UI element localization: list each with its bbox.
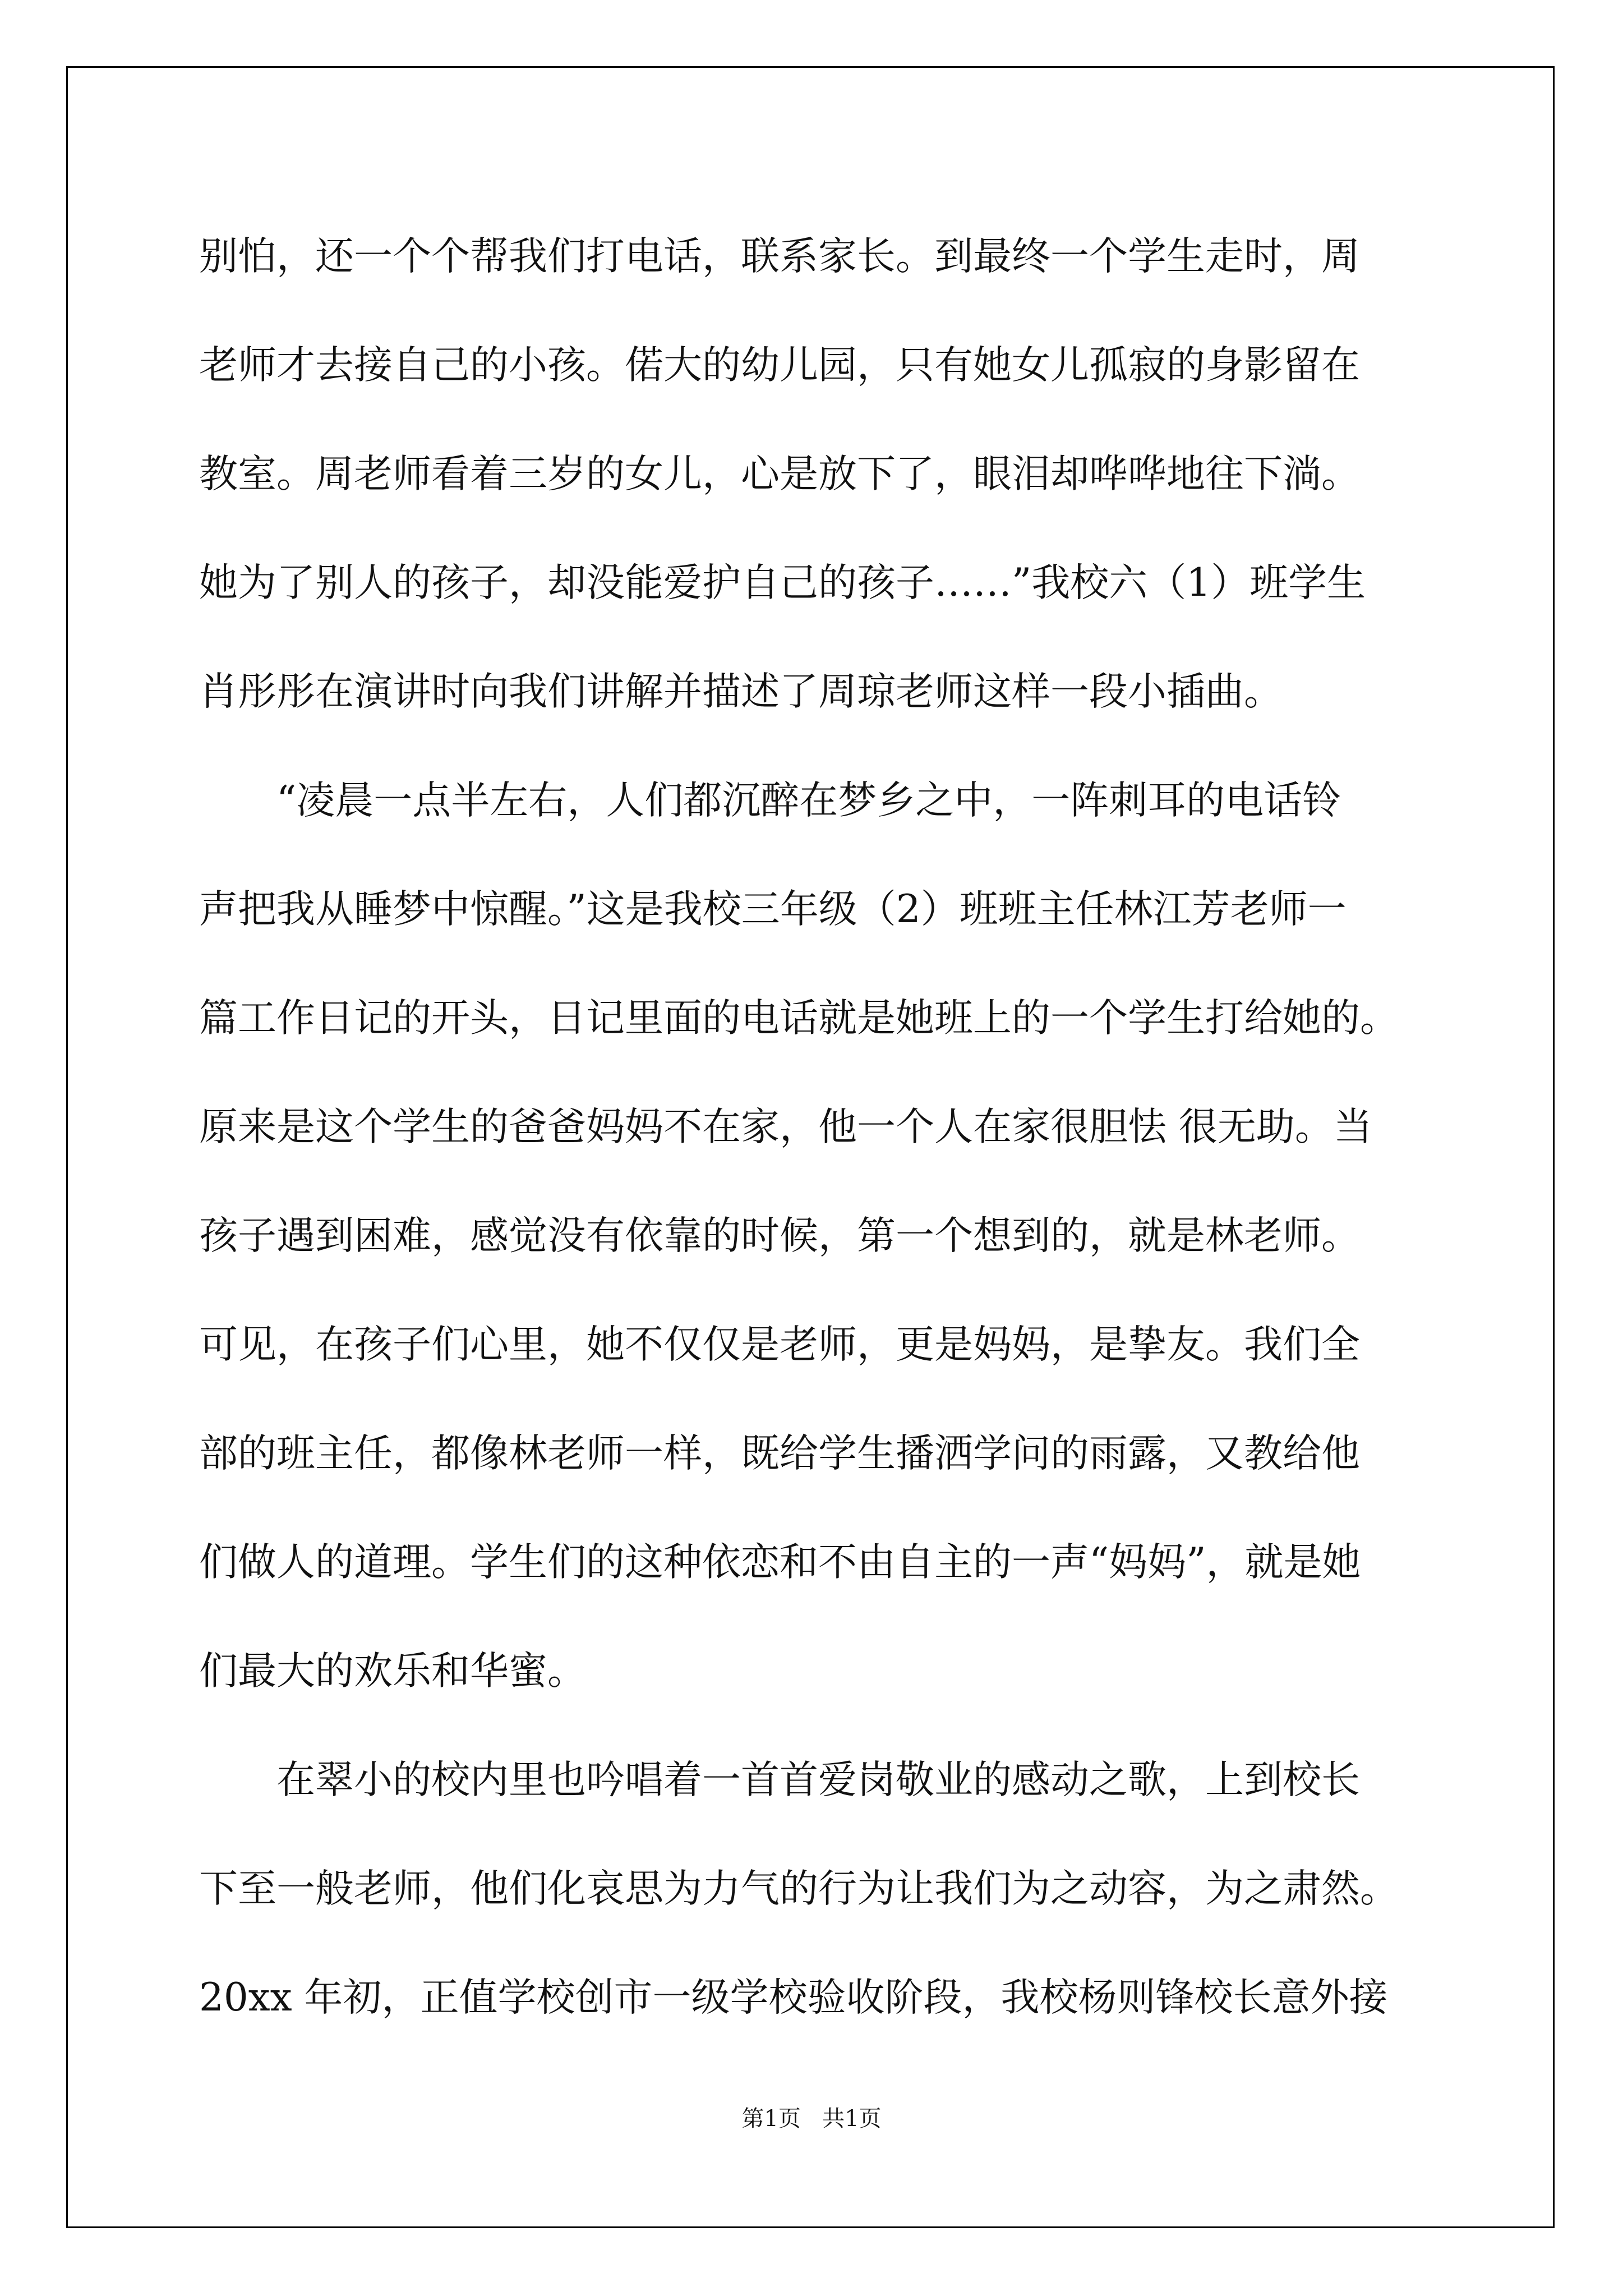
paragraph-1-line: 教室。周老师看着三岁的女儿，心是放下了，眼泪却哗哗地往下淌。 <box>199 452 1360 496</box>
page-footer <box>0 2101 1623 2133</box>
paragraph-1-line: 别怕，还一个个帮我们打电话，联系家长。到最终一个学生走时，周 <box>199 234 1360 279</box>
paragraph-3-line: 在翠小的校内里也吟唱着一首首爱岗敬业的感动之歌，上到校长 <box>276 1757 1360 1802</box>
paragraph-1-line: 她为了别人的孩子，却没能爱护自己的孩子……”我校六（1）班学生 <box>199 560 1366 605</box>
paragraph-2-line: 孩子遇到困难，感觉没有依靠的时候，第一个想到的，就是林老师。 <box>199 1213 1360 1258</box>
paragraph-1-line: 老师才去接自己的小孩。偌大的幼儿园，只有她女儿孤寂的身影留在 <box>199 343 1360 388</box>
paragraph-2-line: 可见，在孩子们心里，她不仅仅是老师，更是妈妈，是挚友。我们全 <box>199 1322 1360 1367</box>
paragraph-2-line: 篇工作日记的开头，日记里面的电话就是她班上的一个学生打给她的。 <box>199 996 1399 1041</box>
paragraph-2-line: 原来是这个学生的爸爸妈妈不在家，他一个人在家很胆怯 很无助。当 <box>199 1105 1372 1149</box>
page-total: 共1页 <box>822 2106 882 2132</box>
paragraph-3-line: 20xx 年初，正值学校创市一级学校验收阶段，我校杨则锋校长意外接 <box>199 1975 1388 2020</box>
paragraph-2-line: 声把我从睡梦中惊醒。”这是我校三年级（2）班班主任林江芳老师一 <box>199 887 1347 932</box>
document-body <box>199 202 1436 2052</box>
paragraph-3-line: 下至一般老师，他们化哀思为力气的行为让我们为之动容，为之肃然。 <box>199 1866 1399 1911</box>
paragraph-2-line: 们最大的欢乐和华蜜。 <box>199 1649 586 1694</box>
page-number: 第1页 <box>741 2106 801 2132</box>
paragraph-2-line: “凌晨一点半左右，人们都沉醉在梦乡之中，一阵刺耳的电话铃 <box>276 778 1341 823</box>
paragraph-1-line: 肖彤彤在演讲时向我们讲解并描述了周琼老师这样一段小插曲。 <box>199 669 1283 714</box>
paragraph-2-line: 们做人的道理。学生们的这种依恋和不由自主的一声“妈妈”，就是她 <box>199 1540 1361 1585</box>
paragraph-2-line: 部的班主任，都像林老师一样，既给学生播洒学问的雨露，又教给他 <box>199 1431 1360 1476</box>
